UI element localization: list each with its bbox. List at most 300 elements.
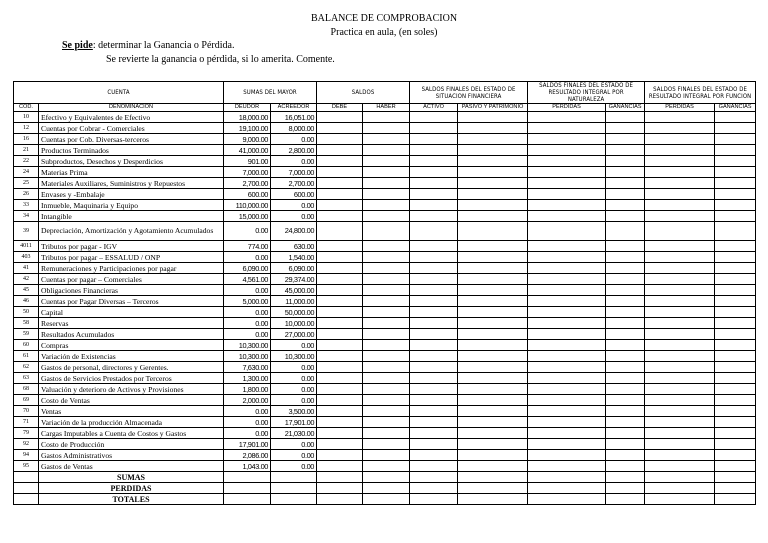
account-code: 50 [14,307,39,318]
empty-cell [317,252,363,263]
empty-cell [528,178,606,189]
account-name: Materiales Auxiliares, Suministros y Repuestos [39,178,224,189]
empty-cell [363,373,410,384]
deudor-value: 19,100.00 [224,123,271,134]
empty-cell [528,211,606,222]
account-name: Reservas [39,318,224,329]
deudor-value: 2,700.00 [224,178,271,189]
empty-cell [363,351,410,362]
col-cuenta: CUENTA [14,82,224,104]
empty-cell [410,439,458,450]
empty-cell [410,362,458,373]
account-code: 59 [14,329,39,340]
empty-cell [528,222,606,241]
col-perdidas-naturaleza: PERDIDAS [528,104,606,112]
acreedor-value: 0.00 [271,340,317,351]
empty-cell [645,263,715,274]
empty-cell [363,252,410,263]
empty-cell [715,274,756,285]
col-sumas-mayor: SUMAS DEL MAYOR [224,82,317,104]
empty-cell [410,351,458,362]
account-code: 45 [14,285,39,296]
deudor-value: 6,090.00 [224,263,271,274]
acreedor-value: 2,800.00 [271,145,317,156]
empty-cell [715,461,756,472]
empty-cell [410,263,458,274]
empty-cell [606,307,645,318]
acreedor-value: 0.00 [271,373,317,384]
task-instruction [62,40,234,51]
empty-cell [528,134,606,145]
deudor-value: 2,086.00 [224,450,271,461]
account-name: Tributos por pagar - IGV [39,241,224,252]
account-name: Gastos de personal, directores y Gerentes. [39,362,224,373]
empty-cell [528,417,606,428]
empty-cell [645,211,715,222]
empty-cell [458,318,528,329]
empty-cell [317,483,363,494]
empty-cell [458,329,528,340]
empty-cell [363,417,410,428]
empty-cell [528,200,606,211]
empty-cell [645,112,715,123]
empty-cell [317,439,363,450]
account-code: 62 [14,362,39,373]
empty-cell [317,200,363,211]
account-name: Subproductos, Desechos y Desperdicios [39,156,224,167]
acreedor-value: 0.00 [271,134,317,145]
empty-cell [458,241,528,252]
empty-cell [317,112,363,123]
empty-cell [410,178,458,189]
empty-cell [528,450,606,461]
empty-cell [410,417,458,428]
account-name: Cuentas por Cob. Diversas-terceros [39,134,224,145]
table-row [14,373,756,384]
empty-cell [606,329,645,340]
empty-cell [715,222,756,241]
empty-cell [606,461,645,472]
empty-cell [645,483,715,494]
col-deudor: DEUDOR [224,104,271,112]
empty-cell [715,428,756,439]
footer-label: PERDIDAS [39,483,224,494]
account-name: Cuentas por Cobrar - Comerciales [39,123,224,134]
account-name: Variación de Existencias [39,351,224,362]
empty-cell [606,274,645,285]
col-debe: DEBE [317,104,363,112]
empty-cell [645,362,715,373]
deudor-value: 7,630.00 [224,362,271,373]
deudor-value: 0.00 [224,428,271,439]
empty-cell [14,494,39,505]
table-footer [14,472,756,505]
deudor-value: 4,561.00 [224,274,271,285]
deudor-value: 774.00 [224,241,271,252]
empty-cell [645,494,715,505]
empty-cell [317,450,363,461]
table-row [14,200,756,211]
table-row [14,351,756,362]
col-resultado-naturaleza: SALDOS FINALES DEL ESTADO DE RESULTADO INTEGRAL POR NATURALEZA [528,82,645,104]
empty-cell [715,167,756,178]
empty-cell [715,417,756,428]
account-name: Inmueble, Maquinaria y Equipo [39,200,224,211]
account-code: 41 [14,263,39,274]
table-row [14,274,756,285]
acreedor-value: 6,090.00 [271,263,317,274]
acreedor-value: 45,000.00 [271,285,317,296]
empty-cell [458,472,528,483]
empty-cell [528,428,606,439]
empty-cell [458,200,528,211]
empty-cell [606,439,645,450]
table-row [14,439,756,450]
empty-cell [606,340,645,351]
account-name: Gastos de Ventas [39,461,224,472]
empty-cell [528,318,606,329]
account-code: 24 [14,167,39,178]
deudor-value: 15,000.00 [224,211,271,222]
empty-cell [645,167,715,178]
empty-cell [363,189,410,200]
empty-cell [317,167,363,178]
empty-cell [363,263,410,274]
empty-cell [458,494,528,505]
empty-cell [528,362,606,373]
empty-cell [410,200,458,211]
empty-cell [528,252,606,263]
empty-cell [410,461,458,472]
empty-cell [317,189,363,200]
empty-cell [528,241,606,252]
acreedor-value: 0.00 [271,450,317,461]
deudor-value: 0.00 [224,318,271,329]
col-ganancias-naturaleza: GANANCIAS [606,104,645,112]
empty-cell [528,439,606,450]
empty-cell [645,340,715,351]
account-code: 95 [14,461,39,472]
empty-cell [645,252,715,263]
empty-cell [606,156,645,167]
col-activo: ACTIVO [410,104,458,112]
empty-cell [410,167,458,178]
empty-cell [458,134,528,145]
empty-cell [715,472,756,483]
empty-cell [317,406,363,417]
col-pasivo-patrimonio: PASIVO Y PATRIMONIO [458,104,528,112]
empty-cell [606,285,645,296]
footer-label: TOTALES [39,494,224,505]
empty-cell [458,307,528,318]
empty-cell [606,211,645,222]
empty-cell [458,439,528,450]
empty-cell [606,351,645,362]
empty-cell [224,483,271,494]
account-code: 12 [14,123,39,134]
empty-cell [645,156,715,167]
empty-cell [715,211,756,222]
empty-cell [715,200,756,211]
col-ganancias-funcion: GANANCIAS [715,104,756,112]
empty-cell [528,384,606,395]
acreedor-value: 10,000.00 [271,318,317,329]
account-code: 70 [14,406,39,417]
trial-balance-table [13,81,756,505]
empty-cell [271,472,317,483]
empty-cell [458,450,528,461]
empty-cell [410,494,458,505]
empty-cell [410,241,458,252]
empty-cell [410,472,458,483]
empty-cell [317,263,363,274]
deudor-value: 110,000.00 [224,200,271,211]
empty-cell [458,263,528,274]
empty-cell [224,494,271,505]
empty-cell [458,483,528,494]
empty-cell [715,329,756,340]
empty-cell [410,123,458,134]
empty-cell [458,373,528,384]
table-row [14,241,756,252]
empty-cell [606,373,645,384]
empty-cell [715,296,756,307]
deudor-value: 901.00 [224,156,271,167]
account-code: 79 [14,428,39,439]
acreedor-value: 24,800.00 [271,222,317,241]
account-name: Depreciación, Amortización y Agotamiento Acumulados [39,222,224,241]
acreedor-value: 29,374.00 [271,274,317,285]
table-row [14,362,756,373]
deudor-value: 10,300.00 [224,340,271,351]
empty-cell [458,145,528,156]
document-title: BALANCE DE COMPROBACION [310,13,458,24]
empty-cell [528,472,606,483]
acreedor-value: 0.00 [271,395,317,406]
table-row [14,417,756,428]
empty-cell [363,340,410,351]
empty-cell [458,406,528,417]
account-name: Ventas [39,406,224,417]
empty-cell [363,384,410,395]
empty-cell [645,318,715,329]
empty-cell [715,145,756,156]
empty-cell [317,428,363,439]
empty-cell [317,285,363,296]
col-saldos: SALDOS [317,82,410,104]
account-code: 10 [14,112,39,123]
empty-cell [410,384,458,395]
empty-cell [363,274,410,285]
empty-cell [606,395,645,406]
account-code: 68 [14,384,39,395]
table-row [14,112,756,123]
empty-cell [410,318,458,329]
account-code: 4011 [14,241,39,252]
acreedor-value: 21,030.00 [271,428,317,439]
empty-cell [528,395,606,406]
account-name: Compras [39,340,224,351]
account-code: 16 [14,134,39,145]
empty-cell [645,384,715,395]
empty-cell [363,318,410,329]
empty-cell [317,241,363,252]
empty-cell [715,189,756,200]
empty-cell [410,156,458,167]
empty-cell [317,211,363,222]
empty-cell [715,362,756,373]
empty-cell [528,285,606,296]
empty-cell [458,112,528,123]
empty-cell [458,384,528,395]
empty-cell [528,263,606,274]
empty-cell [645,351,715,362]
account-code: 58 [14,318,39,329]
table-row [14,318,756,329]
empty-cell [645,428,715,439]
empty-cell [458,189,528,200]
account-name: Intangible [39,211,224,222]
acreedor-value: 11,000.00 [271,296,317,307]
account-code: 46 [14,296,39,307]
empty-cell [363,200,410,211]
empty-cell [606,483,645,494]
deudor-value: 1,043.00 [224,461,271,472]
col-situacion-financiera: SALDOS FINALES DEL ESTADO DE SITUACION FINANCIERA [410,82,528,104]
empty-cell [458,252,528,263]
account-code: 61 [14,351,39,362]
empty-cell [715,241,756,252]
empty-cell [606,134,645,145]
empty-cell [410,373,458,384]
deudor-value: 41,000.00 [224,145,271,156]
table-row [14,156,756,167]
empty-cell [458,167,528,178]
empty-cell [606,472,645,483]
empty-cell [363,472,410,483]
empty-cell [410,450,458,461]
deudor-value: 0.00 [224,285,271,296]
empty-cell [363,329,410,340]
col-resultado-funcion: SALDOS FINALES DEL ESTADO DE RESULTADO INTEGRAL POR FUNCION [645,82,756,104]
account-code: 71 [14,417,39,428]
acreedor-value: 8,000.00 [271,123,317,134]
table-row [14,134,756,145]
table-row [14,222,756,241]
table-body [14,112,756,472]
empty-cell [458,461,528,472]
empty-cell [715,263,756,274]
empty-cell [458,211,528,222]
empty-cell [715,318,756,329]
deudor-value: 5,000.00 [224,296,271,307]
account-name: Obligaciones Financieras [39,285,224,296]
empty-cell [645,461,715,472]
empty-cell [606,362,645,373]
col-acreedor: ACREEDOR [271,104,317,112]
empty-cell [528,296,606,307]
empty-cell [410,483,458,494]
empty-cell [715,285,756,296]
empty-cell [410,428,458,439]
account-code: 22 [14,156,39,167]
empty-cell [645,189,715,200]
account-name: Tributos por pagar – ESSALUD / ONP [39,252,224,263]
empty-cell [606,417,645,428]
empty-cell [410,296,458,307]
footer-row [14,472,756,483]
acreedor-value: 10,300.00 [271,351,317,362]
empty-cell [317,296,363,307]
empty-cell [715,123,756,134]
acreedor-value: 0.00 [271,200,317,211]
acreedor-value: 0.00 [271,439,317,450]
empty-cell [715,384,756,395]
empty-cell [410,222,458,241]
empty-cell [224,472,271,483]
empty-cell [458,395,528,406]
empty-cell [317,274,363,285]
empty-cell [317,494,363,505]
account-code: 21 [14,145,39,156]
empty-cell [317,222,363,241]
acreedor-value: 0.00 [271,461,317,472]
empty-cell [715,112,756,123]
acreedor-value: 17,901.00 [271,417,317,428]
account-code: 69 [14,395,39,406]
empty-cell [645,145,715,156]
empty-cell [528,145,606,156]
empty-cell [606,296,645,307]
empty-cell [715,178,756,189]
account-name: Valuación y deterioro de Activos y Provisiones [39,384,224,395]
empty-cell [410,112,458,123]
empty-cell [317,417,363,428]
empty-cell [645,395,715,406]
footer-row [14,494,756,505]
account-name: Variación de la producción Almacenada [39,417,224,428]
empty-cell [715,252,756,263]
account-name: Cargas Imputables a Cuenta de Costos y Gastos [39,428,224,439]
account-name: Capital [39,307,224,318]
empty-cell [363,145,410,156]
account-code: 94 [14,450,39,461]
empty-cell [458,351,528,362]
empty-cell [363,285,410,296]
empty-cell [528,351,606,362]
empty-cell [317,329,363,340]
empty-cell [317,156,363,167]
empty-cell [528,483,606,494]
empty-cell [715,494,756,505]
empty-cell [317,307,363,318]
empty-cell [528,189,606,200]
table-row [14,145,756,156]
empty-cell [528,274,606,285]
acreedor-value: 1,540.00 [271,252,317,263]
empty-cell [458,222,528,241]
account-code: 39 [14,222,39,241]
deudor-value: 0.00 [224,222,271,241]
empty-cell [645,200,715,211]
empty-cell [317,351,363,362]
empty-cell [317,134,363,145]
empty-cell [606,123,645,134]
empty-cell [410,329,458,340]
empty-cell [715,373,756,384]
deudor-value: 0.00 [224,307,271,318]
acreedor-value: 0.00 [271,156,317,167]
